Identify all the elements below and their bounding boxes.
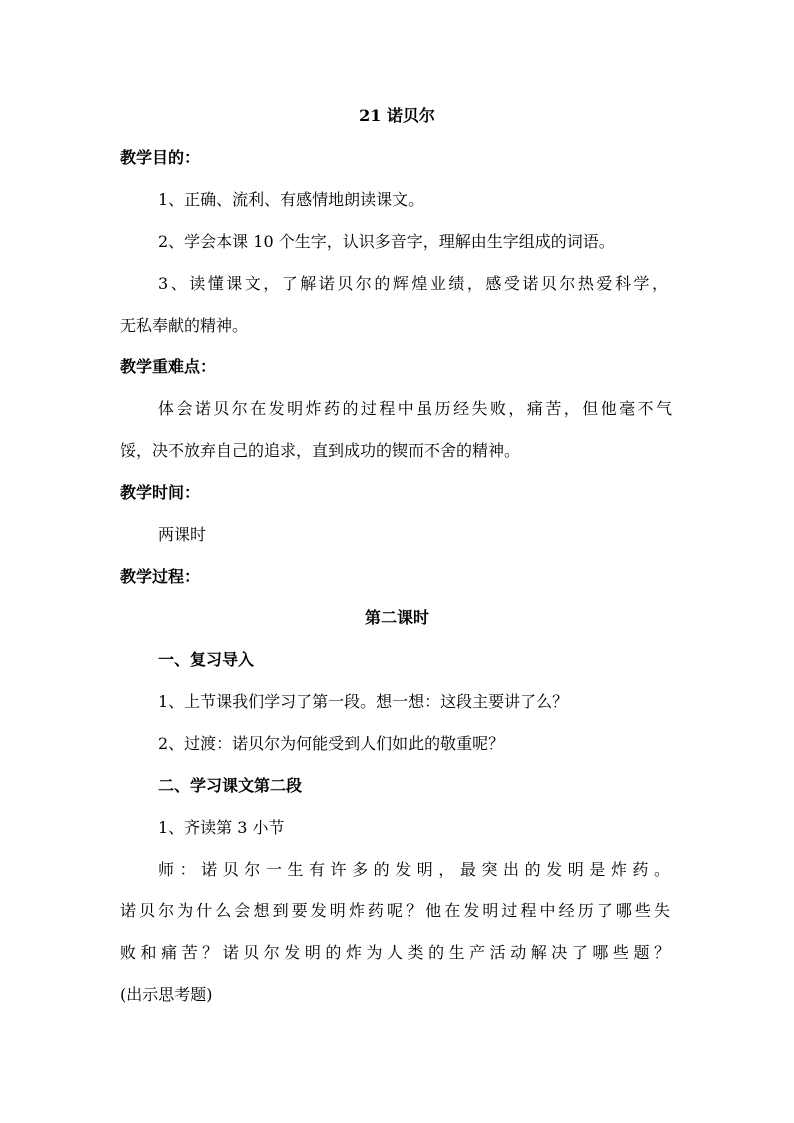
key-points-text: 体会诺贝尔在发明炸药的过程中虽历经失败，痛苦，但他毫不气 xyxy=(158,399,672,418)
teacher-text: 诺贝尔为什么会想到要发明炸药呢？他在发明过程中经历了哪些失 xyxy=(120,901,670,920)
section-heading: 二、学习课文第二段 xyxy=(158,776,303,795)
key-points-text-continuation: 馁，决不放弃自己的追求，直到成功的锲而不舍的精神。 xyxy=(120,441,521,460)
teacher-text: (出示思考题) xyxy=(120,985,213,1004)
section-item: 1、齐读第 3 小节 xyxy=(158,818,285,837)
document-title: 21 诺贝尔 xyxy=(359,106,435,125)
objective-item: 2、学会本课 10 个生字，认识多音字，理解由生字组成的词语。 xyxy=(158,232,615,251)
process-heading: 教学过程： xyxy=(120,567,201,586)
teacher-text: 败和痛苦？诺贝尔发明的炸为人类的生产活动解决了哪些题？ xyxy=(120,943,670,962)
time-heading: 教学时间： xyxy=(120,483,201,502)
objective-item: 3、读懂课文，了解诺贝尔的辉煌业绩，感受诺贝尔热爱科学， xyxy=(158,274,668,293)
objective-item-continuation: 无私奉献的精神。 xyxy=(120,316,249,335)
section-item: 1、上节课我们学习了第一段。想一想：这段主要讲了么？ xyxy=(158,692,569,711)
teacher-text: 师：诺贝尔一生有许多的发明，最突出的发明是炸药。 xyxy=(158,860,670,879)
section-heading: 一、复习导入 xyxy=(158,650,255,669)
objective-item: 1、正确、流利、有感情地朗读课文。 xyxy=(158,190,425,209)
lesson-title: 第二课时 xyxy=(364,608,429,627)
section-item: 2、过渡：诺贝尔为何能受到人们如此的敬重呢？ xyxy=(158,734,505,753)
key-points-heading: 教学重难点： xyxy=(120,357,217,376)
objectives-heading: 教学目的： xyxy=(120,148,201,167)
time-value: 两课时 xyxy=(158,525,207,544)
